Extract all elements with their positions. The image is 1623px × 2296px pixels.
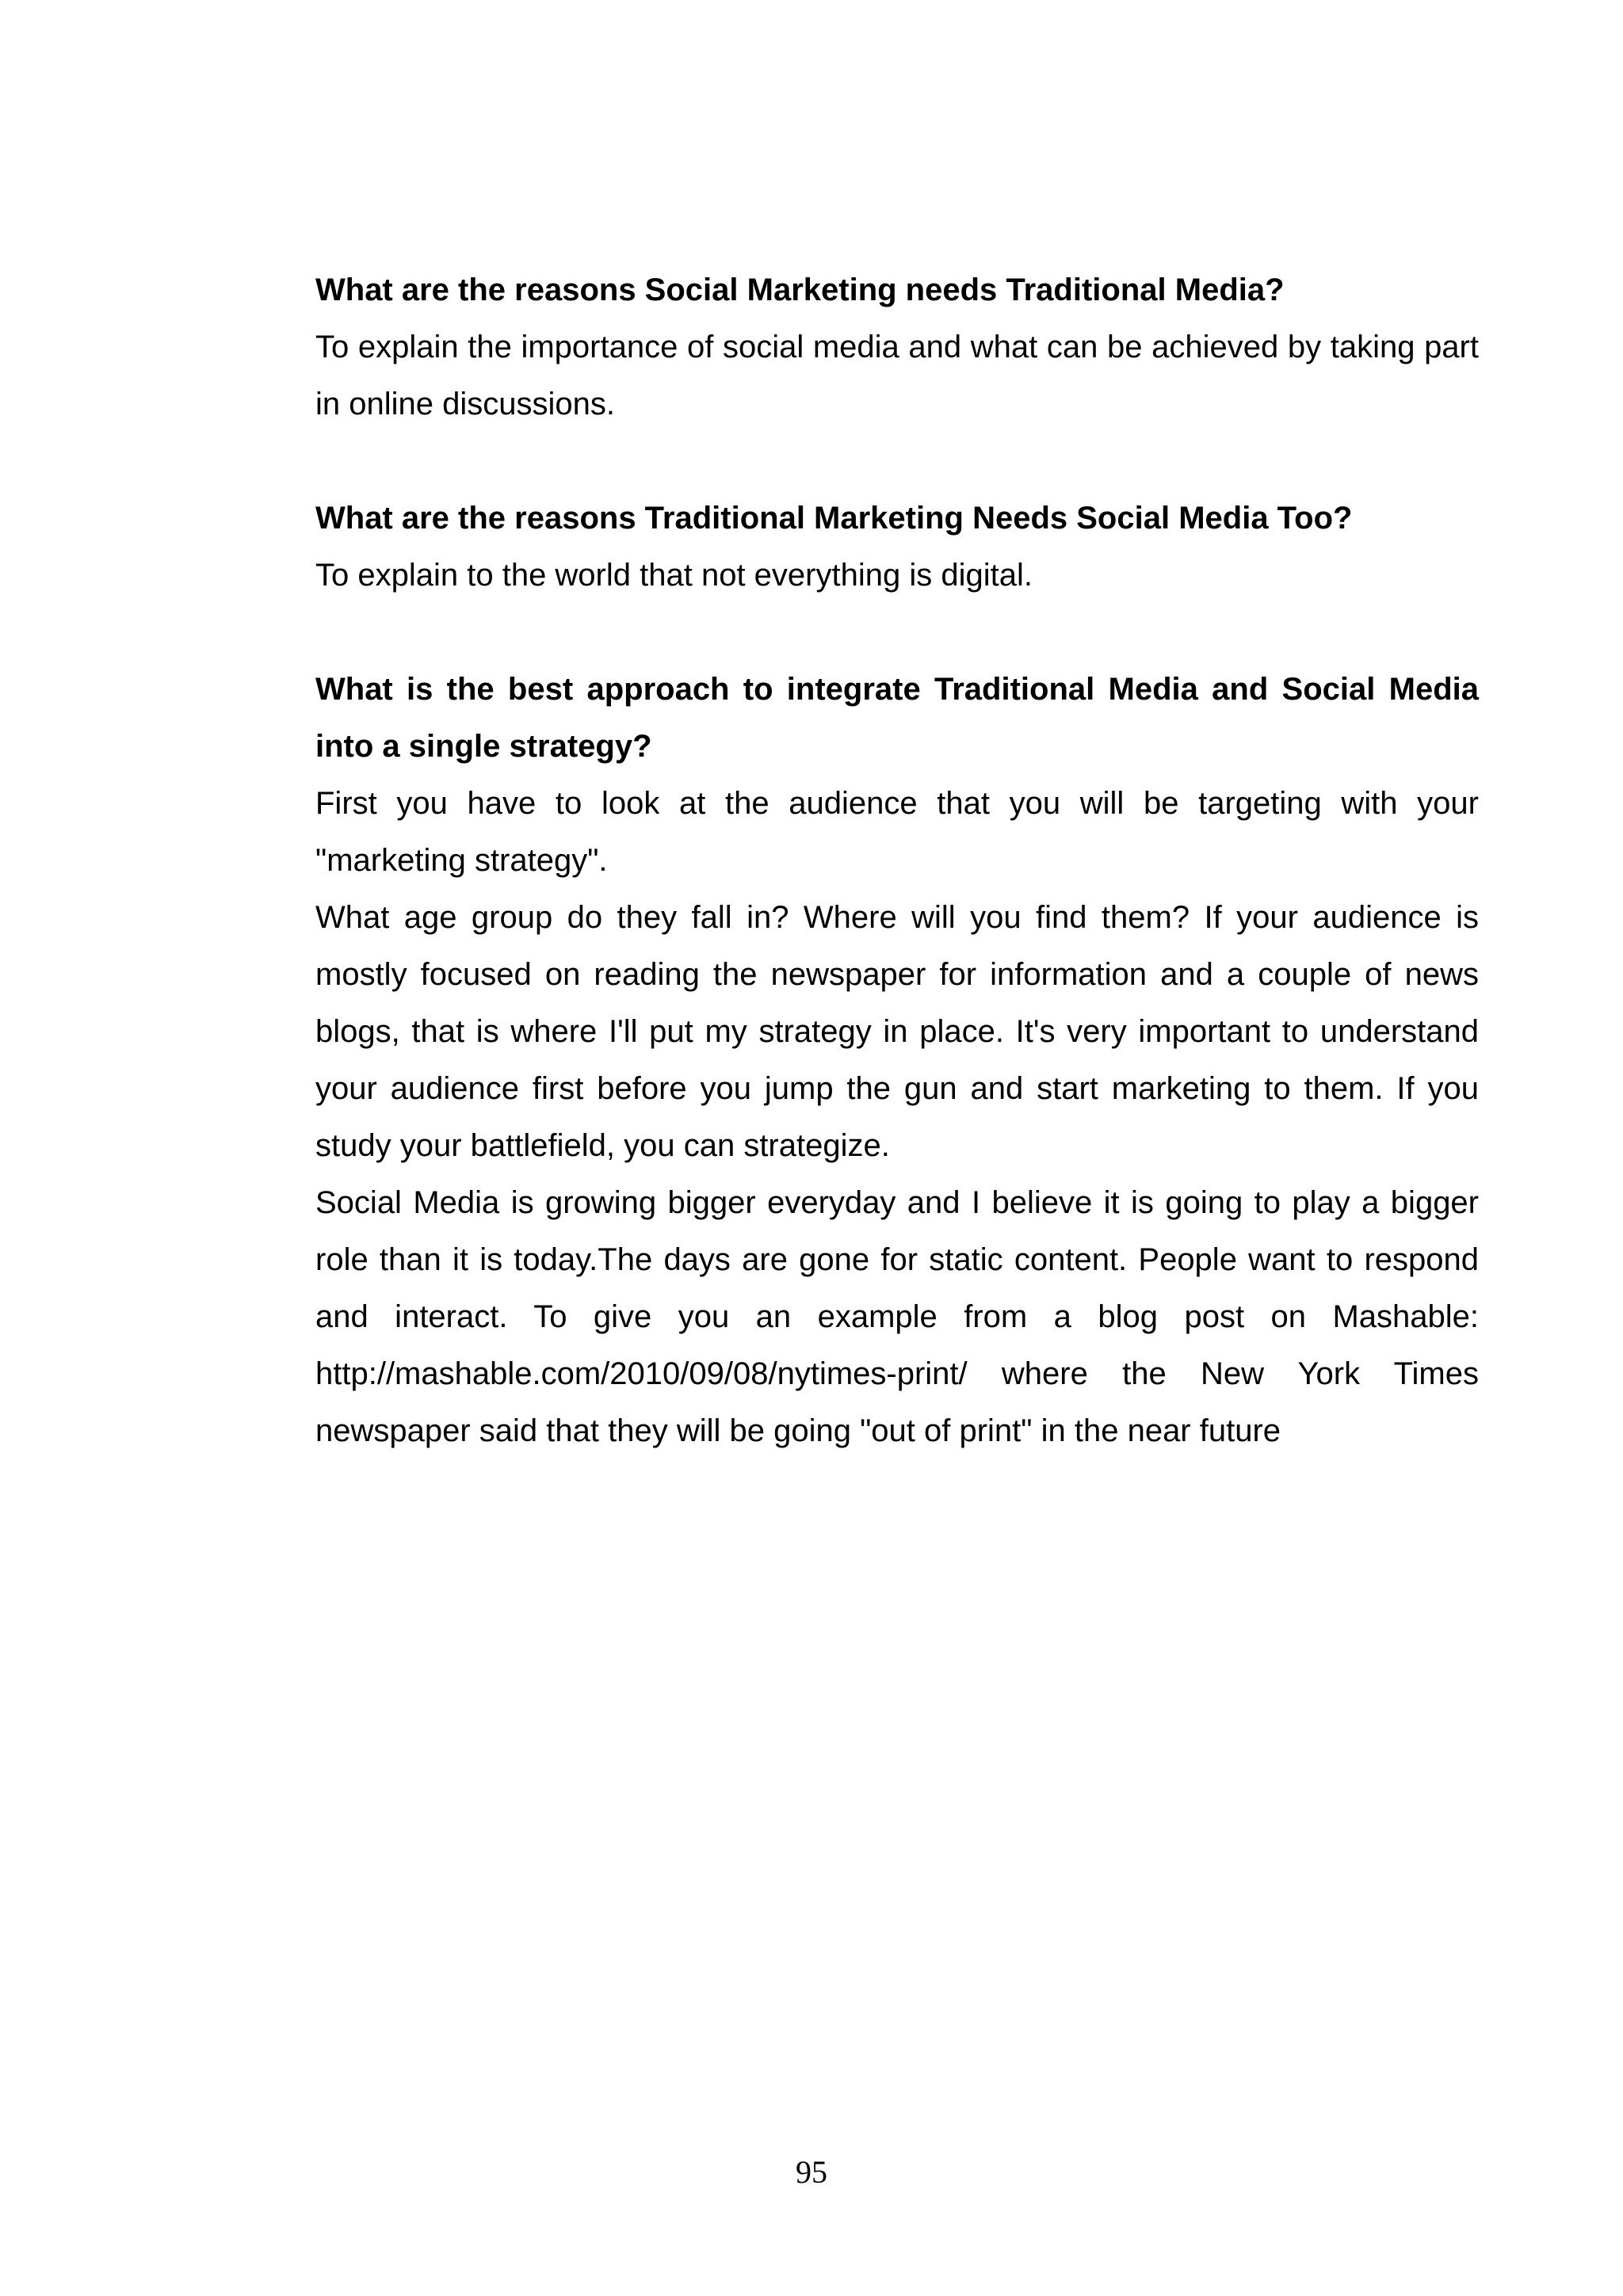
page-content xyxy=(315,261,1479,1516)
answer-paragraph: To explain the importance of social media and what can be achieved by taking part in online discussions. xyxy=(315,330,1479,421)
qa-section-2 xyxy=(315,490,1479,604)
answer-paragraph: First you have to look at the audience that you will be targeting with your "marketing strategy". xyxy=(315,786,1479,878)
question-heading: What are the reasons Social Marketing needs Traditional Media? xyxy=(315,273,1285,307)
answer-paragraph: To explain to the world that not everything is digital. xyxy=(315,558,1033,593)
answer-paragraph: Social Media is growing bigger everyday and I believe it is going to play a bigger role than it is today.The days are gone for static content. People want to respond and interact. To give you an example from a blog post on Mashable: http://mashable.com/2010/09/08/nytimes-print/ where the New York Times newspaper said that they will be going "out of print" in the near future xyxy=(315,1185,1479,1448)
qa-section-3 xyxy=(315,661,1479,1459)
page-number: 95 xyxy=(796,2154,827,2190)
qa-section-1 xyxy=(315,261,1479,433)
question-heading: What are the reasons Traditional Marketing Needs Social Media Too? xyxy=(315,501,1353,536)
question-heading: What is the best approach to integrate Traditional Media and Social Media into a single strategy? xyxy=(315,672,1479,764)
answer-paragraph: What age group do they fall in? Where will you find them? If your audience is mostly focused on reading the newspaper for information and a couple of news blogs, that is where I'll put my strategy in place. It's very important to understand your audience first before you jump the gun and start marketing to them. If you study your battlefield, you can strategize. xyxy=(315,900,1479,1163)
